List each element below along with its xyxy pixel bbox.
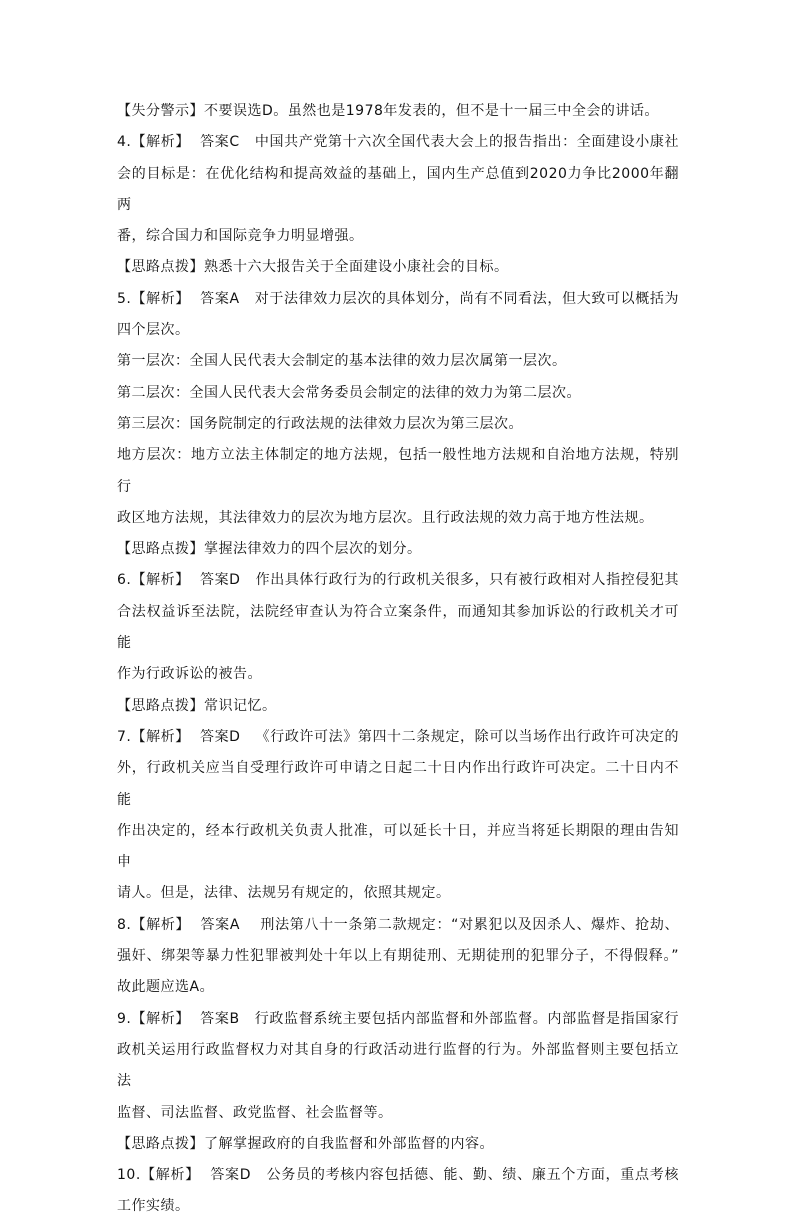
paragraph: [117, 1004, 679, 1129]
text-line: 6.【解析】 答案D 作出具体行政行为的行政机关很多，只有被行政相对人指控侵犯其: [117, 572, 679, 589]
paragraph: [117, 565, 679, 690]
text-line: 外，行政机关应当自受理行政许可申请之日起二十日内作出行政许可决定。二十日内不能: [117, 760, 679, 808]
paragraph: [117, 96, 679, 127]
text-line: 作出决定的，经本行政机关负责人批准，可以延长十日，并应当将延长期限的理由告知申: [117, 822, 679, 871]
text-line: 政区地方法规，其法律效力的层次为地方层次。且行政法规的效力高于地方性法规。: [117, 509, 654, 526]
text-line: 第一层次：全国人民代表大会制定的基本法律的效力层次属第一层次。: [117, 353, 567, 370]
paragraph: [117, 534, 679, 565]
text-line: 地方层次：地方立法主体制定的地方法规，包括一般性地方法规和自治地方法规，特别行: [117, 447, 679, 495]
text-line: 政机关运用行政监督权力对其自身的行政活动进行监督的行为。外部监督则主要包括立法: [117, 1041, 679, 1090]
text-line: 请人。但是，法律、法规另有规定的，依照其规定。: [117, 885, 451, 902]
text-line: 强奸、绑架等暴力性犯罪被判处十年以上有期徒刑、无期徒刑的犯罪分子，不得假释。”: [117, 948, 679, 965]
text-line: 第三层次：国务院制定的行政法规的法律效力层次为第三层次。: [117, 415, 523, 432]
paragraph: [117, 284, 679, 347]
text-line: 故此题应选A。: [117, 979, 215, 996]
text-line: 【思路点拨】熟悉十六大报告关于全面建设小康社会的目标。: [117, 259, 509, 276]
text-line: 第二层次：全国人民代表大会常务委员会制定的法律的效力为第二层次。: [117, 384, 581, 401]
paragraph: [117, 910, 679, 1004]
paragraph: [117, 440, 679, 534]
paragraph: [117, 346, 679, 377]
paragraph: [117, 1160, 679, 1223]
text-line: 工作实绩。: [117, 1198, 190, 1215]
text-line: 9.【解析】 答案B 行政监督系统主要包括内部监督和外部监督。内部监督是指国家行: [117, 1010, 679, 1027]
paragraph: [117, 722, 679, 910]
paragraph: [117, 691, 679, 722]
text-line: 【思路点拨】了解掌握政府的自我监督和外部监督的内容。: [117, 1135, 494, 1152]
text-line: 会的目标是：在优化结构和提高效益的基础上，国内生产总值到2020力争比2000年翻两: [117, 165, 679, 213]
paragraph: [117, 1129, 679, 1160]
text-line: 10.【解析】 答案D 公务员的考核内容包括德、能、勤、绩、廉五个方面，重点考核: [117, 1167, 679, 1184]
text-line: 【思路点拨】常识记忆。: [117, 697, 277, 714]
text-line: 7.【解析】 答案D 《行政许可法》第四十二条规定，除可以当场作出行政许可决定的: [117, 728, 679, 745]
text-line: 四个层次。: [117, 322, 190, 339]
paragraph: [117, 378, 679, 409]
text-line: 4.【解析】 答案C 中国共产党第十六次全国代表大会上的报告指出：全面建设小康社: [117, 134, 679, 151]
document-body: [117, 96, 679, 1223]
paragraph: [117, 409, 679, 440]
text-line: 【失分警示】不要误选D。虽然也是1978年发表的，但不是十一届三中全会的讲话。: [117, 103, 659, 119]
text-line: 5.【解析】 答案A 对于法律效力层次的具体划分，尚有不同看法，但大致可以概括为: [117, 290, 679, 307]
text-line: 合法权益诉至法院，法院经审查认为符合立案条件，而通知其参加诉讼的行政机关才可能: [117, 603, 679, 652]
paragraph: [117, 127, 679, 252]
text-line: 作为行政诉讼的被告。: [117, 666, 262, 683]
text-line: 8.【解析】 答案A 刑法第八十一条第二款规定：“对累犯以及因杀人、爆炸、抢劫、: [117, 916, 679, 933]
text-line: 番，综合国力和国际竞争力明显增强。: [117, 228, 364, 245]
text-line: 【思路点拨】掌握法律效力的四个层次的划分。: [117, 541, 422, 558]
paragraph: [117, 252, 679, 283]
text-line: 监督、司法监督、政党监督、社会监督等。: [117, 1104, 393, 1121]
